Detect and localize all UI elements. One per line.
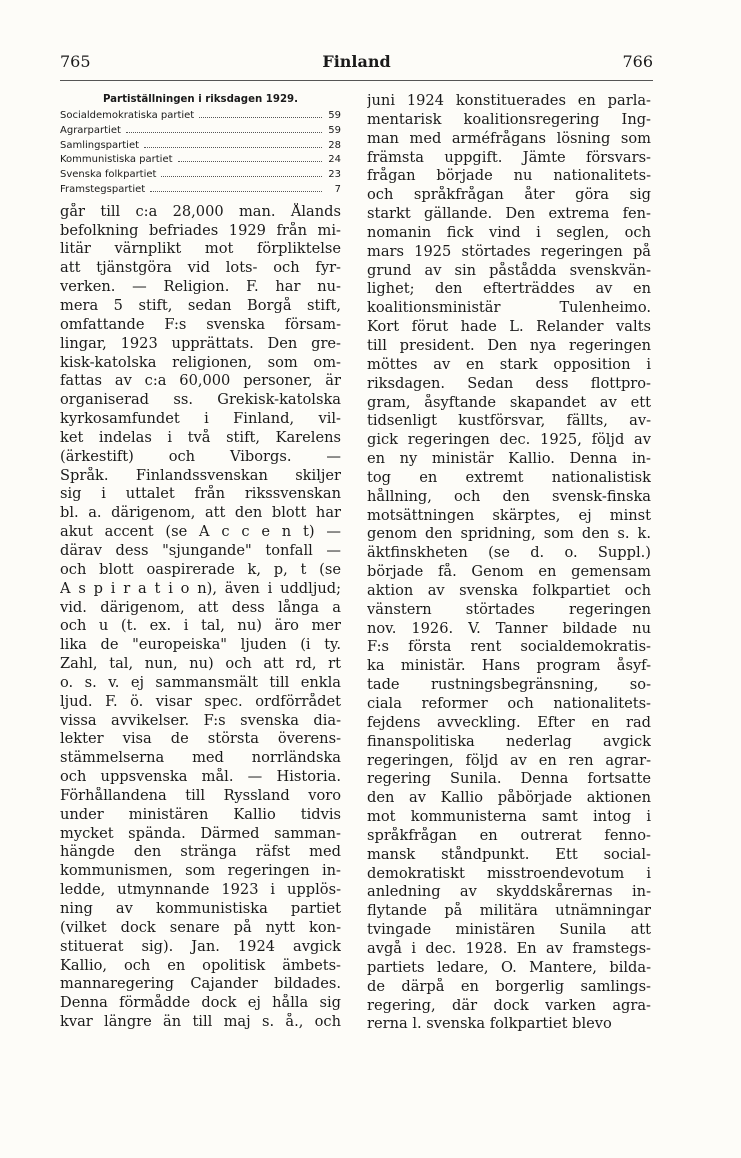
text-line: starkt gällande. Den extrema fen- <box>367 205 651 223</box>
party-seats: 23 <box>328 169 341 181</box>
text-line: anledning av skyddskårernas in- <box>367 883 651 901</box>
text-line: mycket spända. Därmed samman- <box>60 824 341 842</box>
text-line: litär värnplikt mot förpliktelse <box>60 240 341 258</box>
text-line: under ministären Kallio tidvis <box>60 805 341 823</box>
page-number-left: 765 <box>60 52 91 71</box>
dot-leader <box>161 175 322 177</box>
text-line: tidsenligt kustförsvar, fällts, av- <box>367 412 651 430</box>
text-line: språkfrågan en outrerat fenno- <box>367 826 651 844</box>
text-line: vissa avvikelser. F:s svenska dia- <box>60 711 341 729</box>
header-rule <box>60 80 653 81</box>
text-line: vid. därigenom, att dess långa a <box>60 598 341 616</box>
text-line: kommunismen, som regeringen in- <box>60 862 341 880</box>
left-column-text <box>60 203 341 1032</box>
party-table-rows <box>60 109 341 198</box>
text-line: motsättningen skärptes, ej minst <box>367 506 651 524</box>
text-line: sig i uttalet från rikssvenskan <box>60 485 341 503</box>
right-column-text <box>367 92 651 1034</box>
text-line: vänstern störtades regeringen <box>367 600 651 618</box>
party-name: Svenska folkpartiet <box>60 169 157 181</box>
party-seats: 59 <box>328 124 341 136</box>
text-line: främsta uppgift. Jämte försvars- <box>367 148 651 166</box>
text-line: A s p i r a t i o n), även i uddljud; <box>60 579 341 597</box>
dot-leader <box>178 160 322 162</box>
party-table-row <box>60 168 341 183</box>
text-line: mot kommunisterna samt intog i <box>367 808 651 826</box>
party-seats: 24 <box>328 154 341 166</box>
text-line: nov. 1926. V. Tanner bildade nu <box>367 619 651 637</box>
party-seat-table <box>60 92 341 198</box>
text-line: lekter visa de största överens- <box>60 730 341 748</box>
text-line: tog en extremt nationalistisk <box>367 468 651 486</box>
dot-leader <box>199 116 322 118</box>
text-line: går till c:a 28,000 man. Ålands <box>60 202 341 220</box>
party-name: Agrarpartiet <box>60 124 121 136</box>
text-line: avgå i dec. 1928. En av framstegs- <box>367 939 651 957</box>
text-line: riksdagen. Sedan dess flottpro- <box>367 374 651 392</box>
text-line: ledde, utmynnande 1923 i upplös- <box>60 881 341 899</box>
text-line: grund av sin påstådda svenskvän- <box>367 261 651 279</box>
page-header <box>60 52 653 76</box>
text-line: den av Kallio påbörjade aktionen <box>367 789 651 807</box>
party-table-row <box>60 153 341 168</box>
text-line: därav dess "sjungande" tonfall — <box>60 541 341 559</box>
text-line: fejdens avveckling. Efter en rad <box>367 713 651 731</box>
party-seats: 59 <box>328 110 341 121</box>
text-line: Språk. Finlandssvenskan skiljer <box>60 466 341 484</box>
text-line: stituerat sig). Jan. 1924 avgick <box>60 937 341 955</box>
text-line: att tjänstgöra vid lots- och fyr- <box>60 259 341 277</box>
dot-leader <box>126 131 322 133</box>
text-line: omfattande F:s svenska försam- <box>60 315 341 333</box>
text-line: ljud. F. ö. visar spec. ordförrådet <box>60 692 341 710</box>
left-column <box>60 92 341 1032</box>
text-line: frågan började nu nationalitets- <box>367 167 651 185</box>
party-name: Framstegspartiet <box>60 183 146 195</box>
text-line: till president. Den nya regeringen <box>367 336 651 354</box>
text-line: och uppsvenska mål. — Historia. <box>60 768 341 786</box>
text-line: F:s första rent socialdemokratis- <box>367 638 651 656</box>
text-line: koalitionsministär Tulenheimo. <box>367 299 651 317</box>
text-line: Förhållandena till Ryssland voro <box>60 786 341 804</box>
party-name: Socialdemokratiska partiet <box>60 110 195 121</box>
text-line: kyrkosamfundet i Finland, vil- <box>60 410 341 428</box>
text-line: man med arméfrågans lösning som <box>367 129 651 147</box>
text-line: tvingade ministären Sunila att <box>367 921 651 939</box>
party-table-row <box>60 124 341 139</box>
text-line: och u (t. ex. i tal, nu) äro mer <box>60 617 341 635</box>
party-name: Samlingspartiet <box>60 139 140 151</box>
party-table-row <box>60 183 341 198</box>
text-line: verken. — Religion. F. har nu- <box>60 278 341 296</box>
text-line: en ny ministär Kallio. Denna in- <box>367 450 651 468</box>
text-line: tade rustningsbegränsning, so- <box>367 676 651 694</box>
party-seats: 28 <box>328 139 341 151</box>
text-line: ciala reformer och nationalitets- <box>367 695 651 712</box>
text-line: kvar längre än till maj s. å., och <box>60 1013 341 1031</box>
text-line: befolkning befriades 1929 från mi- <box>60 221 341 239</box>
text-line: de därpå en borgerlig samlings- <box>367 977 651 995</box>
text-line: genom den spridning, som den s. k. <box>367 525 651 543</box>
text-line: lingar, 1923 upprättats. Den gre- <box>60 334 341 352</box>
text-line: aktion av svenska folkpartiet och <box>367 581 651 599</box>
party-table-row <box>60 109 341 124</box>
text-line: demokratiskt misstroendevotum i <box>367 864 651 882</box>
right-column <box>367 92 651 1034</box>
text-line: juni 1924 konstituerades en parla- <box>367 92 651 109</box>
party-table-row <box>60 139 341 154</box>
text-line: (vilket dock senare på nytt kon- <box>60 918 341 936</box>
text-line: finanspolitiska nederlag avgick <box>367 732 651 750</box>
text-line: Kort förut hade L. Relander valts <box>367 318 651 336</box>
text-line: regering Sunila. Denna fortsatte <box>367 770 651 788</box>
text-line: och blott oaspirerade k, p, t (se <box>60 560 341 578</box>
text-line: fattas av c:a 60,000 personer, är <box>60 372 341 390</box>
text-line: regeringen, följd av en ren agrar- <box>367 751 651 769</box>
text-line: mentarisk koalitionsregering Ing- <box>367 110 651 128</box>
text-line: lighet; den efterträddes av en <box>367 280 651 298</box>
party-table-title: Partiställningen i riksdagen 1929. <box>102 94 299 105</box>
text-line: flytande på militära utnämningar <box>367 902 651 920</box>
dot-leader <box>144 146 322 148</box>
text-line: rerna l. svenska folkpartiet blevo <box>367 1015 612 1033</box>
text-line: kisk-katolska religionen, som om- <box>60 353 341 371</box>
text-line: akut accent (se A c c e n t) — <box>60 523 341 541</box>
text-line: ning av kommunistiska partiet <box>60 900 341 917</box>
text-line: nomanin fick vind i seglen, och <box>367 223 651 241</box>
text-line: började få. Genom en gemensam <box>367 563 651 581</box>
text-line: lika de "europeiska" ljuden (i ty. <box>60 636 341 654</box>
text-line: gick regeringen dec. 1925, följd av <box>367 431 651 449</box>
text-line: bl. a. därigenom, att den blott har <box>60 504 341 522</box>
text-line: ka ministär. Hans program åsyf- <box>367 657 651 675</box>
text-line: partiets ledare, O. Mantere, bilda- <box>367 958 651 976</box>
text-line: hållning, och den svensk-finska <box>367 487 651 505</box>
text-line: mera 5 stift, sedan Borgå stift, <box>60 297 341 314</box>
party-name: Kommunistiska partiet <box>60 154 173 166</box>
text-line: Zahl, tal, nun, nu) och att rd, rt <box>60 655 341 673</box>
page-number-right: 766 <box>622 52 653 71</box>
text-line: äktfinskheten (se d. o. Suppl.) <box>367 544 651 562</box>
text-line: ket indelas i två stift, Karelens <box>60 428 341 446</box>
text-line: hängde den stränga räfst med <box>60 843 341 861</box>
party-seats: 7 <box>334 183 341 195</box>
text-line: möttes av en stark opposition i <box>367 355 651 373</box>
running-head-title: Finland <box>322 52 391 71</box>
text-line: mars 1925 störtades regeringen på <box>367 242 651 260</box>
text-line: Denna förmådde dock ej hålla sig <box>60 994 341 1012</box>
dot-leader <box>150 190 322 192</box>
text-line: stämmelserna med norrländska <box>60 749 341 767</box>
text-line: och språkfrågan åter göra sig <box>367 186 651 204</box>
text-line: gram, åsyftande skapandet av ett <box>367 393 651 411</box>
text-line: Kallio, och en opolitisk ämbets- <box>60 956 341 974</box>
text-line: o. s. v. ej sammansmält till enkla <box>60 673 341 691</box>
text-line: organiserad ss. Grekisk-katolska <box>60 391 341 409</box>
text-line: (ärkestift) och Viborgs. — <box>60 447 341 465</box>
text-line: mansk ståndpunkt. Ett social- <box>367 845 651 863</box>
text-line: mannaregering Cajander bildades. <box>60 975 341 993</box>
text-line: regering, där dock varken agra- <box>367 996 651 1014</box>
